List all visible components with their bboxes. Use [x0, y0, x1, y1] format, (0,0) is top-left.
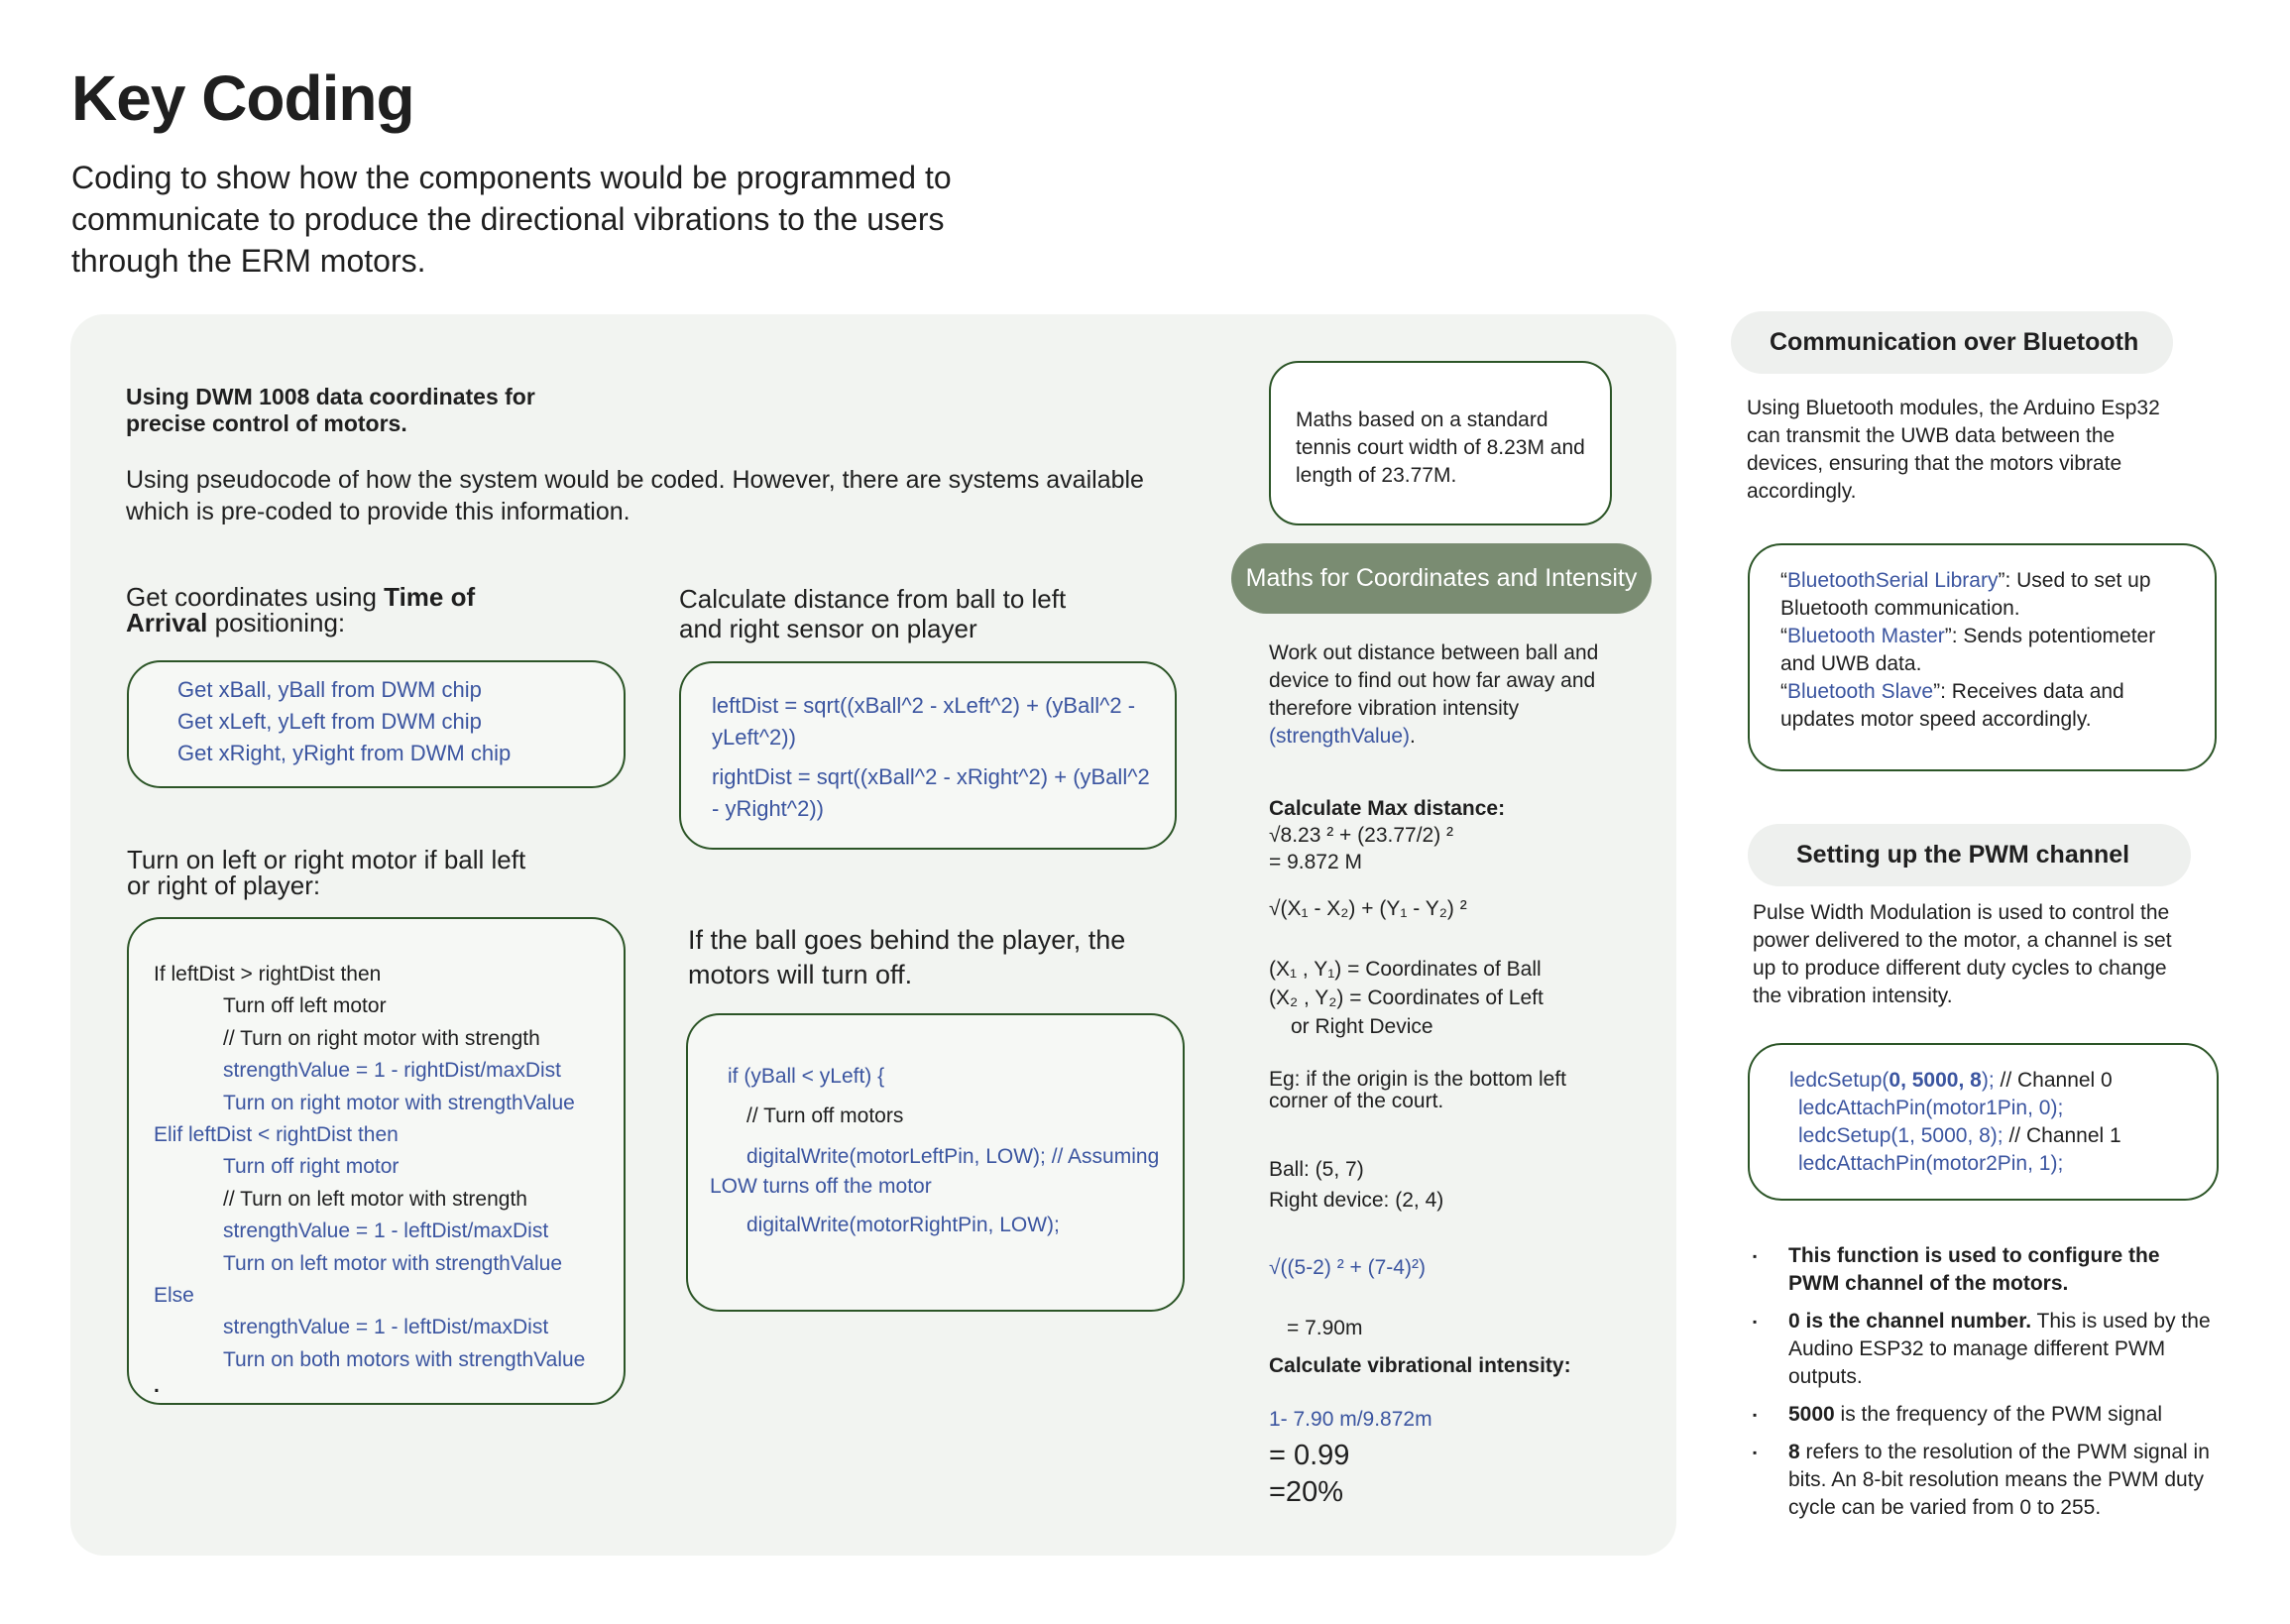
bullet-text: This is used by the Audino ESP32 to manage different PWM outputs.	[1788, 1310, 2211, 1388]
example-intro: Eg: if the origin is the bottom left corner of the court.	[1269, 1068, 1566, 1112]
code-part: ledcSetup(	[1789, 1069, 1889, 1092]
coords-heading-post: positioning:	[207, 608, 346, 638]
code-line: Turn off right motor	[223, 1155, 400, 1179]
code-line: Elif leftDist < rightDist then	[154, 1123, 399, 1147]
code-line: digitalWrite(motorLeftPin, LOW); // Assuming	[746, 1145, 1160, 1168]
bluetooth-text: Using Bluetooth modules, the Arduino Esp32 can transmit the UWB data between the devices, ensuring that the motors vibrate accordingly.	[1747, 397, 2160, 503]
code-line	[1789, 1122, 2217, 1150]
code-line: strengthValue = 1 - rightDist/maxDist	[223, 1059, 561, 1083]
bullet-bold: 0 is the channel number.	[1788, 1310, 2032, 1333]
code-line: // Turn on left motor with strength	[223, 1187, 527, 1211]
distance-formula: √(X₁ - X₂) + (Y₁ - Y₂) ²	[1269, 897, 1467, 920]
code-line: .	[154, 1374, 160, 1398]
strength-value-term: (strengthValue)	[1269, 725, 1411, 748]
max-distance-result: = 9.872 M	[1269, 851, 1362, 873]
example-result: = 7.90m	[1287, 1317, 1363, 1339]
pwm-bullets	[1788, 1242, 2215, 1532]
maths-intro-end: .	[1410, 725, 1416, 748]
max-distance-block	[1269, 795, 1505, 875]
code-line: Turn on both motors with strengthValue	[223, 1347, 586, 1371]
maths-intro-text: Work out distance between ball and device to find out how far away and therefore vibration intensity	[1269, 641, 1599, 720]
code-line: Turn on left motor with strengthValue	[223, 1251, 562, 1275]
tennis-court-note: Maths based on a standard tennis court width of 8.23M and length of 23.77M.	[1269, 361, 1612, 525]
pwm-bullet	[1788, 1401, 2215, 1429]
definition-ball: (X₁ , Y₁) = Coordinates of Ball	[1269, 958, 1542, 981]
pwm-bullet	[1788, 1308, 2215, 1391]
page-subtitle: Coding to show how the components would be programmed to communicate to produce the directional vibrations to the users through the ERM motors.	[71, 160, 952, 279]
code-comment: // Channel 0	[1994, 1069, 2113, 1092]
definitions	[1269, 955, 1544, 1041]
pwm-bullet	[1788, 1242, 2215, 1298]
code-line: If leftDist > rightDist then	[154, 963, 382, 986]
code-args: 0, 5000, 8	[1889, 1069, 1982, 1092]
motor-code-box	[127, 917, 626, 1405]
behind-heading: If the ball goes behind the player, the motors will turn off.	[688, 925, 1126, 989]
bullet-text: is the frequency of the PWM signal	[1834, 1403, 2163, 1426]
code-line: ledcAttachPin(motor2Pin, 1);	[1798, 1152, 2064, 1175]
code-line: strengthValue = 1 - leftDist/maxDist	[223, 1316, 549, 1339]
bluetooth-item: “Bluetooth Slave”: Receives data and updates motor speed accordingly.	[1780, 680, 2124, 731]
coords-heading-bold: Time of Arrival	[126, 582, 476, 638]
bluetooth-item-desc: : Receives data and updates motor speed accordingly.	[1780, 680, 2124, 731]
max-distance-heading: Calculate Max distance:	[1269, 797, 1506, 820]
intensity-heading: Calculate vibrational intensity:	[1269, 1354, 1571, 1377]
code-line: // Turn on right motor with strength	[223, 1026, 540, 1050]
bullet-text: refers to the resolution of the PWM signal in bits. An 8-bit resolution means the PWM duty cycle can be varied from 0 to 255.	[1788, 1441, 2210, 1519]
code-line: ledcAttachPin(motor1Pin, 0);	[1798, 1097, 2064, 1119]
bluetooth-item: “BluetoothSerial Library”: Used to set up Bluetooth communication.	[1780, 569, 2151, 620]
code-comment: // Channel 1	[2003, 1124, 2121, 1147]
max-distance-formula: √8.23 ² + (23.77/2) ²	[1269, 824, 1454, 847]
code-line: leftDist = sqrt((xBall^2 - xLeft^2) + (yBall^2 - yLeft^2))	[712, 693, 1136, 750]
motor-heading: Turn on left or right motor if ball left or right of player:	[127, 845, 526, 900]
code-line	[1789, 1067, 2217, 1095]
bluetooth-item-name: Bluetooth Master	[1787, 625, 1945, 647]
intensity-result-percent: =20%	[1269, 1476, 1343, 1508]
bluetooth-item-desc: : Used to set up Bluetooth communication.	[1780, 569, 2151, 620]
intensity-result-decimal: = 0.99	[1269, 1440, 1350, 1471]
definition-device-cont: or Right Device	[1291, 1015, 1433, 1038]
bluetooth-item: “Bluetooth Master”: Sends potentiometer and UWB data.	[1780, 625, 2156, 675]
code-line: Get xRight, yRight from DWM chip	[177, 741, 512, 765]
maths-intro	[1269, 639, 1626, 751]
bluetooth-item-desc: : Sends potentiometer and UWB data.	[1780, 625, 2156, 675]
distance-code-box	[679, 661, 1177, 850]
distance-heading: Calculate distance from ball to left and right sensor on player	[679, 584, 1067, 643]
bluetooth-section-title: Communication over Bluetooth	[1731, 311, 2173, 374]
code-line: Get xLeft, yLeft from DWM chip	[177, 709, 482, 734]
bluetooth-item-name: BluetoothSerial Library	[1787, 569, 1999, 592]
example-coords	[1269, 1154, 1443, 1216]
intensity-results	[1269, 1438, 1349, 1511]
bullet-bold: 5000	[1788, 1403, 1835, 1426]
code-line: Get xBall, yBall from DWM chip	[177, 677, 482, 702]
definition-device: (X₂ , Y₂) = Coordinates of Left	[1269, 986, 1544, 1009]
code-part: );	[1981, 1069, 1995, 1092]
code-line: if (yBall < yLeft) {	[728, 1065, 885, 1088]
page-title: Key Coding	[71, 62, 414, 134]
bullet-text: This function is used to configure the PWM channel of the motors.	[1788, 1244, 2160, 1295]
pwm-code-box	[1748, 1043, 2219, 1201]
coords-code-box	[127, 660, 626, 788]
example-calc: √((5-2) ² + (7-4)²)	[1269, 1256, 1426, 1279]
intro-heading: Using DWM 1008 data coordinates for precise control of motors.	[126, 384, 535, 436]
intensity-formula: 1- 7.90 m/9.872m	[1269, 1408, 1432, 1431]
code-line: rightDist = sqrt((xBall^2 - xRight^2) + (yBall^2 - yRight^2))	[712, 764, 1150, 821]
code-line: Turn off left motor	[223, 994, 387, 1018]
code-line: LOW turns off the motor	[710, 1175, 932, 1198]
bullet-bold: 8	[1788, 1441, 1800, 1463]
code-line: digitalWrite(motorRightPin, LOW);	[746, 1214, 1060, 1236]
intro-text: Using pseudocode of how the system would be coded. However, there are systems available which is pre-coded to provide this information.	[126, 466, 1144, 525]
ball-coords: Ball: (5, 7)	[1269, 1158, 1364, 1181]
pwm-text: Pulse Width Modulation is used to control the power delivered to the motor, a channel is set up to produce different duty cycles to change the vibration intensity.	[1753, 901, 2172, 1007]
coords-heading	[126, 584, 542, 636]
pwm-section-title: Setting up the PWM channel	[1748, 824, 2191, 886]
coords-heading-pre: Get coordinates using	[126, 582, 385, 612]
code-line: // Turn off motors	[746, 1104, 904, 1127]
bluetooth-box	[1748, 543, 2217, 771]
code-part: ledcSetup(1, 5000, 8);	[1798, 1124, 2004, 1147]
behind-code-box	[686, 1013, 1185, 1312]
pwm-bullet	[1788, 1439, 2215, 1522]
code-line: Turn on right motor with strengthValue	[223, 1091, 575, 1114]
maths-section-title: Maths for Coordinates and Intensity	[1231, 543, 1652, 614]
bluetooth-item-name: Bluetooth Slave	[1787, 680, 1934, 703]
code-line: strengthValue = 1 - leftDist/maxDist	[223, 1219, 549, 1243]
right-device-coords: Right device: (2, 4)	[1269, 1189, 1444, 1212]
code-line: Else	[154, 1284, 194, 1308]
